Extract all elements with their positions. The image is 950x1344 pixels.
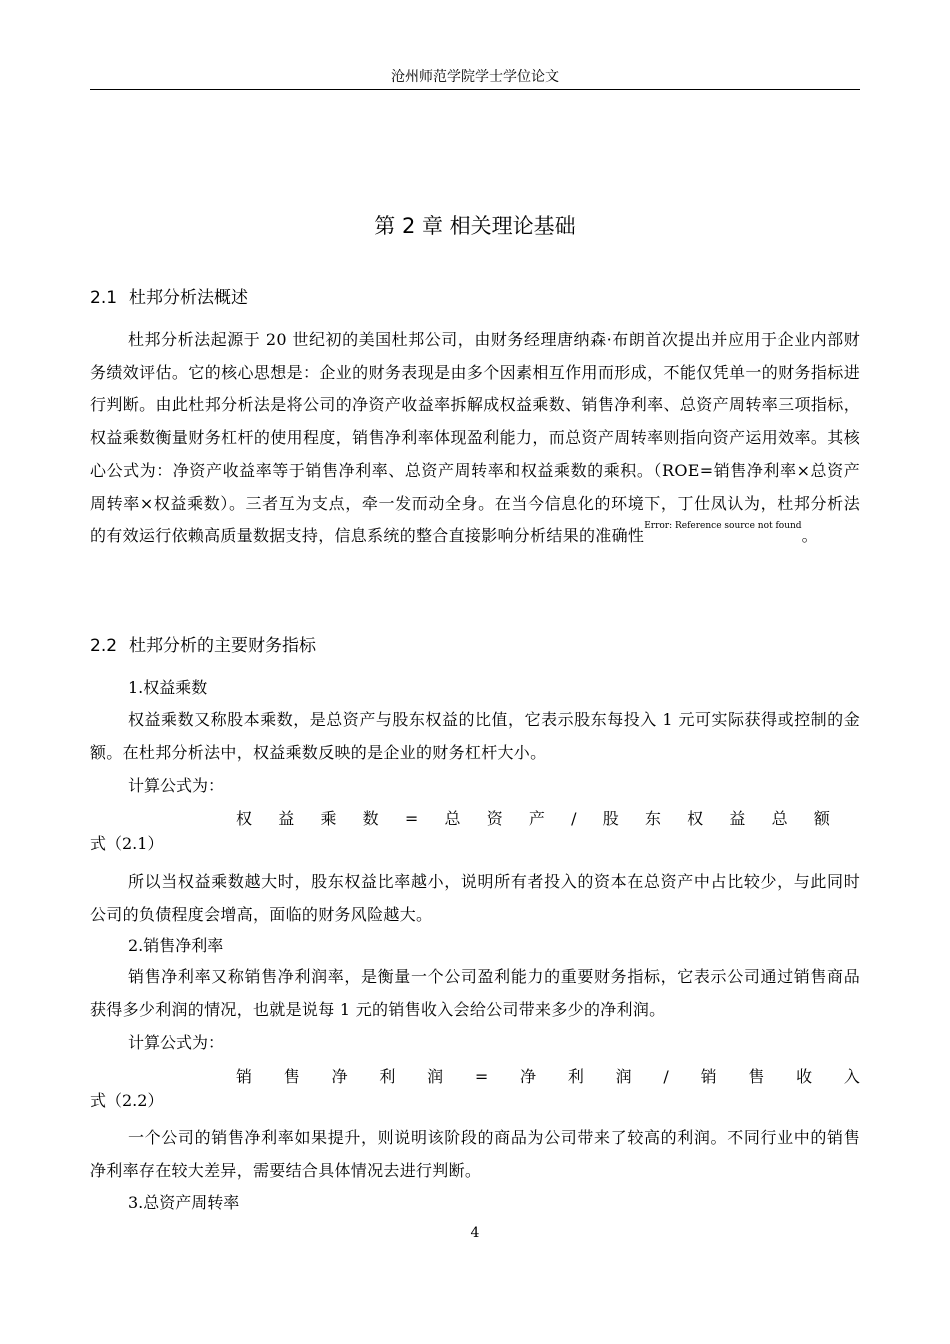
formula-token: 数 — [362, 809, 379, 828]
page-header: 沧州师范学院学士学位论文 — [391, 69, 559, 85]
formula-2-2 — [236, 1067, 860, 1087]
item-2-paragraph — [90, 961, 860, 1026]
formula-token: 销 — [700, 1067, 717, 1086]
citation-error: Error: Reference source not found — [644, 521, 802, 532]
item-1-paragraph-2 — [90, 866, 860, 931]
section-2-1-body — [90, 324, 860, 553]
section-title: 杜邦分析法概述 — [129, 288, 249, 308]
formula-2-1 — [236, 809, 830, 829]
formula-token: 权 — [236, 809, 253, 828]
formula-intro-1: 计算公式为： — [128, 776, 225, 795]
item-2-paragraph-2 — [90, 1122, 860, 1187]
section-number: 2.2 — [90, 636, 118, 656]
formula-token: 净 — [520, 1067, 537, 1086]
formula-token: 润 — [427, 1067, 444, 1086]
paragraph: 所以当权益乘数越大时，股东权益比率越小，说明所有者投入的资本在总资产中占比较少，与此同时公司的负债程度会增高，面临的财务风险越大。 — [90, 872, 860, 924]
formula-token: 益 — [729, 809, 746, 828]
item-heading-1: 1.权益乘数 — [128, 678, 208, 697]
formula-token: 产 — [528, 809, 545, 828]
paragraph: 销售净利率又称销售净利润率，是衡量一个公司盈利能力的重要财务指标，它表示公司通过销售商品获得多少利润的情况，也就是说每 1 元的销售收入会给公司带来多少的净利润。 — [90, 967, 860, 1019]
formula-token: 资 — [486, 809, 503, 828]
section-number: 2.1 — [90, 288, 118, 308]
formula-token: 权 — [687, 809, 704, 828]
formula-token: 总 — [444, 809, 461, 828]
formula-token: 利 — [379, 1067, 396, 1086]
section-title: 杜邦分析的主要财务指标 — [129, 636, 317, 656]
formula-token: 入 — [843, 1067, 860, 1086]
formula-token: 股 — [602, 809, 619, 828]
paragraph — [90, 324, 860, 553]
formula-token: 东 — [644, 809, 661, 828]
header-rule — [90, 89, 860, 90]
item-heading-3: 3.总资产周转率 — [128, 1193, 240, 1212]
page-number: 4 — [470, 1225, 480, 1241]
formula-token: 售 — [748, 1067, 765, 1086]
formula-token: 润 — [615, 1067, 632, 1086]
paragraph: 一个公司的销售净利率如果提升，则说明该阶段的商品为公司带来了较高的利润。不同行业中的销售净利率存在较大差异，需要结合具体情况去进行判断。 — [90, 1128, 860, 1180]
paragraph-text: 杜邦分析法起源于 20 世纪初的美国杜邦公司，由财务经理唐纳森·布朗首次提出并应用于企业内部财务绩效评估。它的核心思想是：企业的财务表现是由多个因素相互作用而形成，不能仅凭单一的财务指标进行判断。由此杜邦分析法是将公司的净资产收益率拆解成权益乘数、销售净利率、总资产周转率三项指标，权益乘数衡量财务杠杆的使用程度，销售净利率体现盈利能力，而总资产周转率则指向资产运用效率。其核心公式为：净资产收益率等于销售净利率、总资产周转率和权益乘数的乘积。（ROE=销售净利率×总资产周转率×权益乘数）。三者互为支点，牵一发而动全身。在当今信息化的环境下，丁仕凤认为，杜邦分析法的有效运行依赖高质量数据支持，信息系统的整合直接影响分析结果的准确性 — [90, 330, 860, 546]
formula-token: / — [571, 809, 577, 828]
formula-token: = — [474, 1067, 489, 1086]
formula-token: 售 — [283, 1067, 300, 1086]
formula-label-2-1: 式（2.1） — [90, 834, 164, 853]
formula-token: 额 — [813, 809, 830, 828]
chapter-title: 第 2 章 相关理论基础 — [374, 214, 576, 238]
formula-token: 净 — [331, 1067, 348, 1086]
formula-token: 收 — [796, 1067, 813, 1086]
formula-token: 总 — [771, 809, 788, 828]
formula-intro-2: 计算公式为： — [128, 1033, 225, 1052]
paragraph-end: 。 — [801, 526, 818, 546]
formula-token: = — [404, 809, 419, 828]
formula-token: 销 — [236, 1067, 253, 1086]
item-heading-2: 2.销售净利率 — [128, 936, 224, 955]
formula-token: 乘 — [320, 809, 337, 828]
section-heading-2-2 — [90, 634, 316, 658]
item-1-paragraph — [90, 704, 860, 769]
formula-token: 益 — [278, 809, 295, 828]
formula-label-2-2: 式（2.2） — [90, 1091, 164, 1110]
formula-token: 利 — [567, 1067, 584, 1086]
formula-token: / — [663, 1067, 669, 1086]
paragraph: 权益乘数又称股本乘数，是总资产与股东权益的比值，它表示股东每投入 1 元可实际获得或控制的金额。在杜邦分析法中，权益乘数反映的是企业的财务杠杆大小。 — [90, 710, 860, 762]
section-heading-2-1 — [90, 286, 248, 310]
